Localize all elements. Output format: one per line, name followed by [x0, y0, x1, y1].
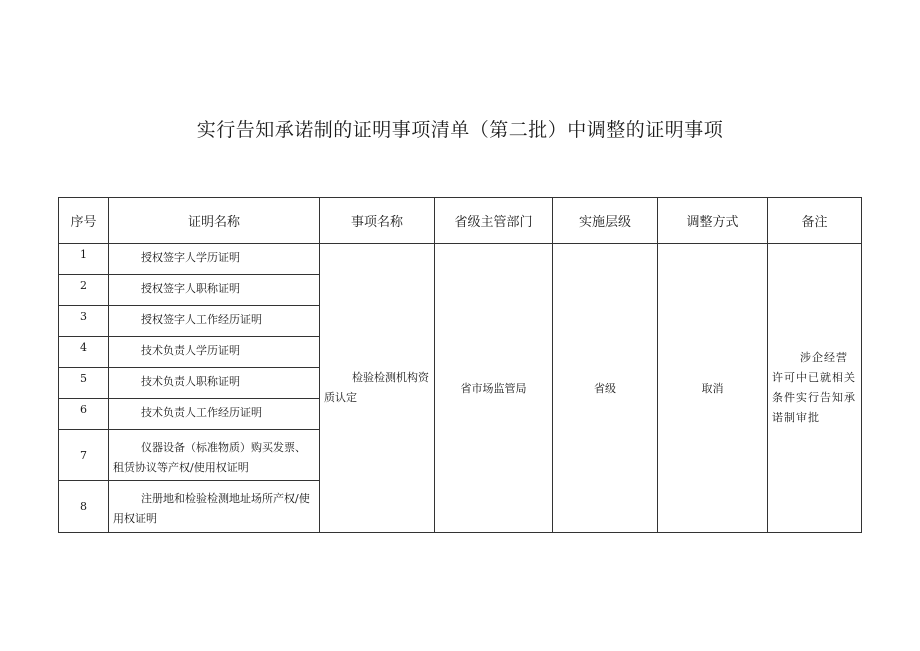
row-number: 1: [59, 244, 109, 275]
row-number: 2: [59, 275, 109, 306]
cert-name-cell: 授权签字人工作经历证明: [109, 306, 320, 337]
cert-name-cell: 技术负责人学历证明: [109, 337, 320, 368]
adjustment-cell: 取消: [658, 244, 768, 533]
cert-name-cell: 技术负责人职称证明: [109, 368, 320, 399]
header-no: 序号: [59, 198, 109, 244]
header-department: 省级主管部门: [435, 198, 553, 244]
cert-name-cell: 授权签字人职称证明: [109, 275, 320, 306]
item-name-cell: 检验检测机构资质认定: [320, 244, 435, 533]
table-row: [59, 244, 862, 275]
cert-name-cell: 技术负责人工作经历证明: [109, 399, 320, 430]
row-number: 5: [59, 368, 109, 399]
header-level: 实施层级: [553, 198, 658, 244]
table-header-row: [59, 198, 862, 244]
row-number: 6: [59, 399, 109, 430]
row-number: 3: [59, 306, 109, 337]
certificate-table: [58, 197, 862, 533]
row-number: 8: [59, 481, 109, 533]
header-adjustment: 调整方式: [658, 198, 768, 244]
cert-name-cell: 授权签字人学历证明: [109, 244, 320, 275]
document-title: 实行告知承诺制的证明事项清单（第二批）中调整的证明事项: [196, 119, 724, 141]
level-cell: 省级: [553, 244, 658, 533]
header-item-name: 事项名称: [320, 198, 435, 244]
cert-name-cell: 注册地和检验检测地址场所产权/使用权证明: [109, 481, 320, 533]
note-cell: 涉企经营许可中已就相关条件实行告知承诺制审批: [768, 244, 862, 533]
header-note: 备注: [768, 198, 862, 244]
cert-name-cell: 仪器设备（标准物质）购买发票、租赁协议等产权/使用权证明: [109, 430, 320, 481]
header-cert-name: 证明名称: [109, 198, 320, 244]
row-number: 7: [59, 430, 109, 481]
department-cell: 省市场监管局: [435, 244, 553, 533]
row-number: 4: [59, 337, 109, 368]
